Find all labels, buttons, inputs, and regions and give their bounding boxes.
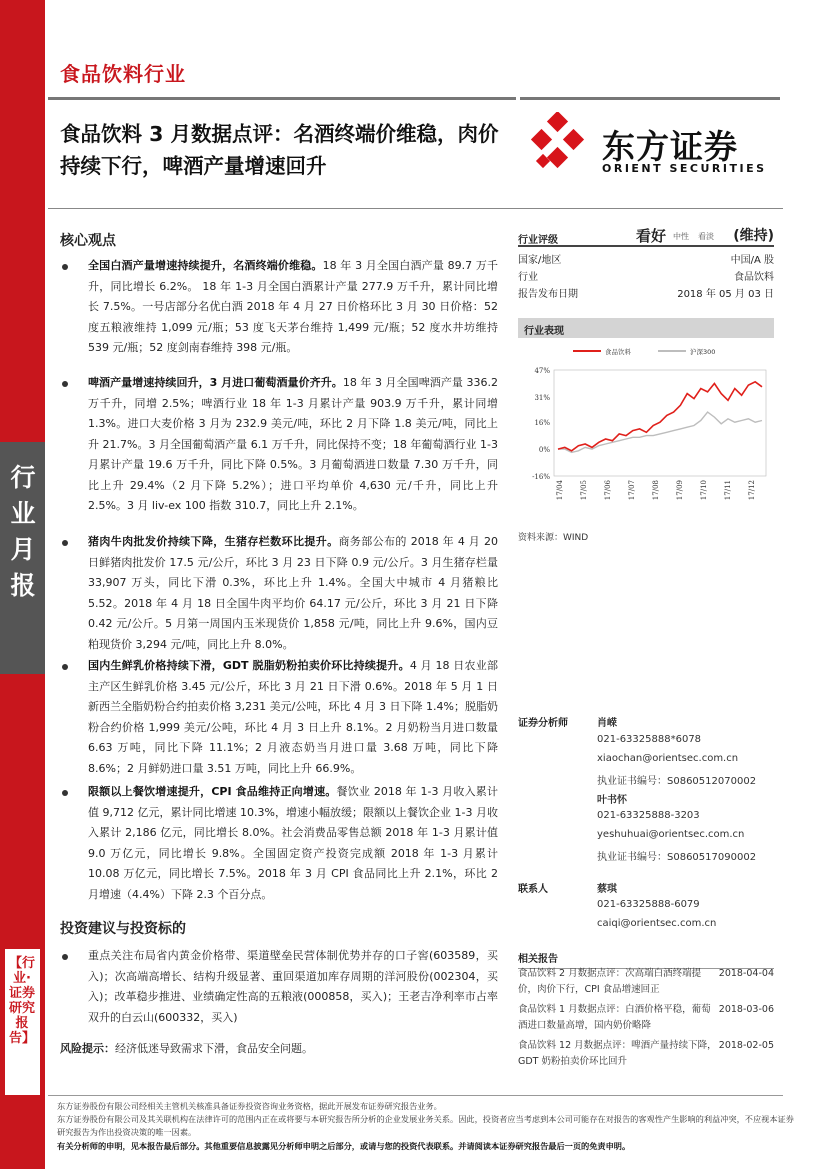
rating-value: 看好 [636, 227, 667, 245]
analyst-phone: 021-63325888-3203 [597, 810, 700, 821]
header-divider [48, 208, 783, 209]
related-item[interactable]: 食品饮料 1 月数据点评：白酒价格平稳，葡萄酒进口数量高增，国内奶价略降 2018-03-06 [518, 1004, 774, 1031]
invest-heading: 投资建议与投资标的 [60, 921, 186, 937]
x-tick-label: 17/05 [580, 480, 588, 501]
rating-label: 行业评级 [518, 235, 558, 246]
report-title: 食品饮料 3 月数据点评：名酒终端价维稳，肉价持续下行，啤酒产量增速回升 [60, 122, 499, 178]
contact-phone: 021-63325888-6079 [597, 899, 700, 910]
legend-label: 沪深300 [690, 348, 716, 356]
bullet-icon [62, 790, 68, 796]
x-tick-label: 17/06 [604, 480, 612, 501]
footer-license: 东方证券股份有限公司经相关主管机关核准具备证券投资咨询业务资格，据此开展发布证券研究报告业务。 [57, 1101, 442, 1111]
x-tick-label: 17/08 [652, 480, 660, 501]
core-heading: 核心观点 [60, 233, 116, 249]
rating-neutral: 中性 [673, 232, 689, 241]
core-point-4: 国内生鲜乳价格持续下滑，GDT 脱脂奶粉拍卖价环比持续提升。4 月 18 日农业部主产区生鲜乳价格 3.45 元/公斤，环比 3 月 21 日下滑 0.6%。2018 年 5 月 1 日新西兰全脂奶粉合约拍卖价格 3,231 美元/公吨，环比 4 月 3 日下降 1.4%；脱脂奶粉合约价格 1,999 美元/公吨，环比 4 月 3 日上升 8.1%。2 月奶粉当月进口数量 6.63 万吨，同比下降 11.1%；2 月液态奶当月进口量 3.68 万吨，同比下降 8.6%；2 月鲜奶进口量 3.51 万吨，同比上升 66.9%。 [88, 659, 498, 775]
contact-role: 联系人 [518, 884, 548, 895]
core-point-2: 啤酒产量增速持续回升，3 月进口葡萄酒量价齐升。18 年 3 月全国啤酒产量 336.2 万千升，同增 2.5%；啤酒行业 18 年 1-3 月累计产量 903.9 万千升，累计同增 1.3%。进口大麦价格 3 月为 232.9 美元/吨，环比 2 月下降 1.8 美元/吨，同比上升 21.7%。3 月全国葡萄酒产量 6.1 万千升，同比保持不变；18 年葡萄酒行业 1-3 月累计产量 19.6 万千升，同比下降 0.5%。3 月葡萄酒进口数量 7.30 万千升，同比上升 29.4%（2 月下降 5.2%）；进口平均单价 4,630 元/千升，同比上升 2.5%。3 月 liv-ex 100 指数 310.7，同比上升 2.1%。 [88, 376, 498, 512]
footer-disclaimer: 有关分析师的申明，见本报告最后部分。其他重要信息披露见分析师申明之后部分，或请与您的投资代表联系。并请阅读本证券研究报告最后一页的免责申明。 [57, 1141, 631, 1151]
related-heading: 相关报告 [518, 950, 774, 969]
logo-english-name: ORIENT SECURITIES [602, 162, 767, 175]
related-item[interactable]: 食品饮料 12 月数据点评：啤酒产量持续下降，GDT 奶粉拍卖价环比回升 2018-02-05 [518, 1040, 774, 1067]
bullet-icon [62, 264, 68, 270]
y-tick-label: 31% [534, 393, 550, 402]
top-divider-right [520, 97, 780, 100]
rating-status: (维持) [733, 228, 774, 244]
performance-chart [518, 342, 774, 527]
bullet-icon [62, 381, 68, 387]
analyst-phone: 021-63325888*6078 [597, 734, 702, 745]
orient-logo-icon [528, 112, 588, 176]
y-tick-label: -16% [532, 473, 550, 481]
logo-chinese-name: 东方证券 [602, 127, 738, 166]
footer-disclosure: 东方证券股份有限公司及其关联机构在法律许可的范围内正在或将要与本研究报告所分析的企业发展业务关系。因此，投资者应当考虑到本公司可能存在对报告的客观性产生影响的利益冲突，不应视本证券研究报告为作出投资决策的唯一因素。 [57, 1114, 794, 1137]
analyst-role: 证券分析师 [518, 718, 568, 729]
bullet-icon [62, 954, 68, 960]
bullet-icon [62, 540, 68, 546]
vertical-report-type: 行业月报 [10, 463, 36, 600]
analyst-cert: 执业证书编号：S0860517090002 [597, 852, 757, 863]
x-tick-label: 17/12 [748, 480, 756, 501]
info-row: 国家/地区 中国/A 股 [518, 255, 774, 266]
info-row: 行业 食品饮料 [518, 272, 774, 283]
y-tick-label: 16% [534, 419, 550, 428]
risk-note: 风险提示：经济低迷导致需求下滑，食品安全问题。 [60, 1042, 313, 1055]
bullet-icon [62, 664, 68, 670]
analyst-email[interactable]: yeshuhuai@orientsec.com.cn [597, 829, 745, 840]
rating-bearish: 看淡 [698, 232, 714, 241]
top-divider [48, 97, 516, 100]
chart-source: 资料来源：WIND [518, 533, 589, 543]
x-tick-label: 17/11 [724, 480, 732, 501]
x-tick-label: 17/07 [628, 480, 636, 501]
x-tick-label: 17/04 [556, 480, 564, 501]
related-item[interactable]: 食品饮料 2 月数据点评：次高端白酒终端提价，肉价下行，CPI 食品增速回正 2018-04-04 [518, 968, 774, 995]
contact-email[interactable]: caiqi@orientsec.com.cn [597, 918, 717, 929]
y-tick-label: 0% [538, 446, 550, 455]
contact-name: 蔡琪 [597, 884, 617, 895]
analyst-name: 肖嵘 [597, 718, 617, 729]
invest-text: 重点关注布局省内黄金价格带、渠道壁垒民营体制优势并存的口子窖(603589，买入)；次高端高增长、结构升级显著、重回渠道加库存周期的洋河股份(002304，买入)；改革稳步推进、业绩确定性高的五粮液(000858，买入)；王老吉净利率市占率双升的白云山(600332，买入) [88, 949, 498, 1024]
sector-title: 食品饮料行业 [60, 62, 186, 86]
performance-heading: 行业表现 [518, 318, 774, 338]
legend-label: 食品饮料 [605, 348, 631, 356]
x-tick-label: 17/09 [676, 480, 684, 501]
info-row: 报告发布日期 2018 年 05 月 03 日 [518, 289, 774, 300]
analyst-name: 叶书怀 [597, 795, 627, 806]
core-point-1: 全国白酒产量增速持续提升，名酒终端价维稳。18 年 3 月全国白酒产量 89.7 万千升，同比增长 6.2%。 18 年 1-3 月全国白酒累计产量 277.9 万千升，累计同比增长 7.5%。一号店部分名优白酒 2018 年 4 月 27 日价格环比 3 月 30 日价格：52 度五粮液维持 1,099 元/瓶；53 度飞天茅台维持 1,499 元/瓶；52 度水井坊维持 539 元/瓶；52 度剑南春维持 398 元/瓶。 [88, 259, 498, 354]
analyst-email[interactable]: xiaochan@orientsec.com.cn [597, 753, 739, 764]
core-point-3: 猪肉牛肉批发价持续下降，生猪存栏数环比提升。商务部公布的 2018 年 4 月 20 日鲜猪肉批发价 17.5 元/公斤，环比 3 月 23 日下降 0.9 元/公斤。3 月生猪存栏量 33,907 万头，同比下滑 0.3%，环比上升 1.4%。全国大中城市 4 月猪粮比 5.52。2018 年 4 月 18 日全国牛肉平均价 64.17 元/公斤，环比 3 月 21 日下降 0.42 元/公斤。5 月第一周国内玉米现货价 1,858 元/吨，同比上升 9.6%，国内豆粕现货价 3,294 元/吨，同比上升 8.0%。 [88, 535, 498, 651]
y-tick-label: 47% [534, 367, 550, 375]
analyst-cert: 执业证书编号：S0860512070002 [597, 776, 757, 787]
rating-row [518, 227, 774, 247]
vertical-tag: 【行业·证券研究报告】 [8, 956, 35, 1046]
series-food-beverage-line [558, 382, 762, 451]
core-point-5: 限额以上餐饮增速提升，CPI 食品维持正向增速。餐饮业 2018 年 1-3 月收入累计值 9,712 亿元，累计同比增速 10.3%，增速小幅放缓；限额以上餐饮企业 1-3 月收入累计 2,186 亿元，同比增长 8.0%。社会消费品零售总额 2018 年 1-3 月累计值 9.0 万亿元，同比增长 9.8%。全国固定资产投资完成额 2018 年 1-3 月累计 10.08 万亿元，同比增长 7.5%。2018 年 3 月 CPI 食品同比上升 2.1%，环比 2 月增速（4.4%）下降 2.3 个百分点。 [88, 785, 499, 901]
x-tick-label: 17/10 [700, 480, 708, 501]
footer-divider [48, 1095, 783, 1096]
